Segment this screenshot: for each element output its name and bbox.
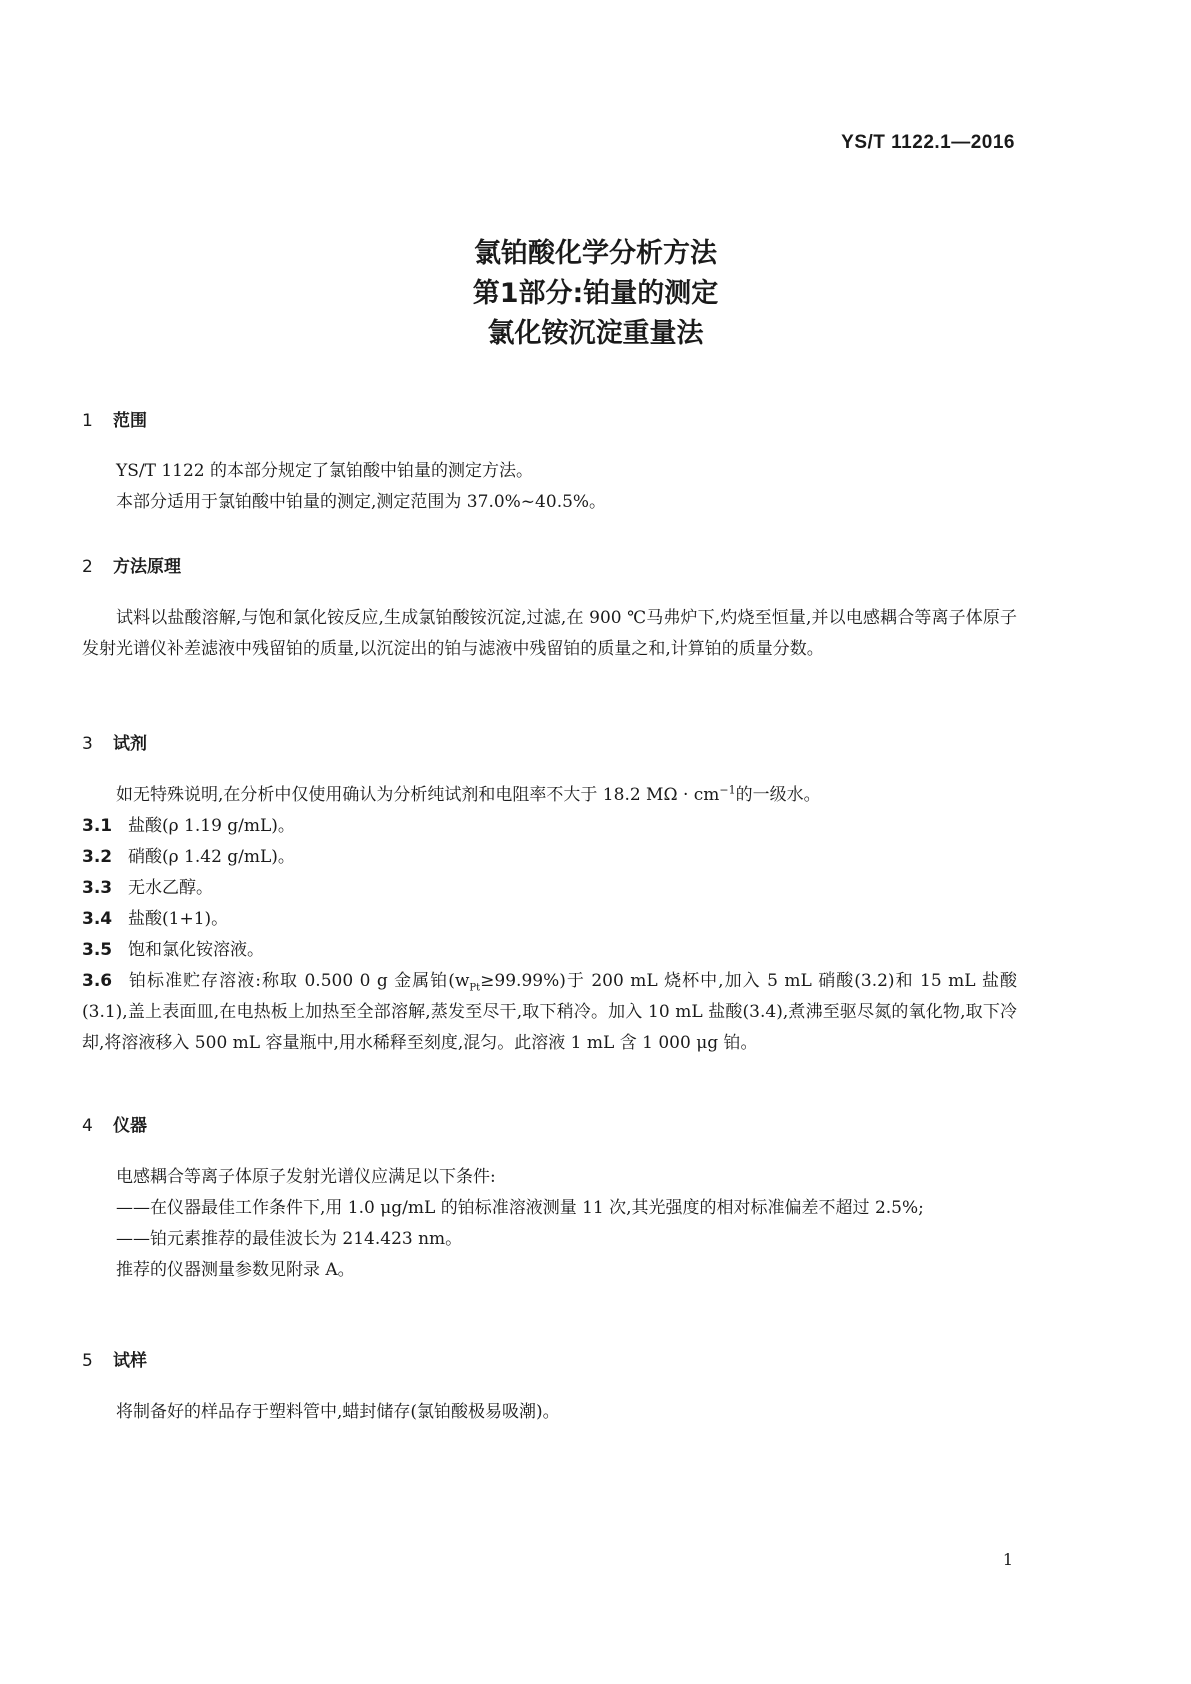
section-5-title: 试样: [113, 1351, 147, 1371]
reagent-item: [82, 904, 1017, 935]
reagent-item: [82, 811, 1017, 842]
section-2-number: 2: [82, 557, 93, 577]
section-2-heading: [82, 552, 181, 577]
reagent-item-number: 3.3: [82, 878, 113, 898]
reagent-item-text-part-2: ≥99.99%)于 200 mL 烧杯中,加入 5 mL 硝酸(3.2)和 15 mL 盐酸(3.1),盖上表面皿,在电热板上加热至全部溶解,蒸发至尽干,取下稍冷。加入 10 mL 盐酸(3.4),煮沸至驱尽氮的氧化物,取下冷却,将溶液移入 500 mL 容量瓶中,用水稀释至刻度,混匀。此溶液 1 mL 含 1 000 μg 铂。: [82, 971, 1017, 1053]
title-line-1: 氯铂酸化学分析方法: [474, 238, 717, 269]
section-1-paragraph-2: 本部分适用于氯铂酸中铂量的测定,测定范围为 37.0%~40.5%。: [116, 492, 607, 512]
reagent-item-number: 3.6: [82, 971, 113, 991]
section-1-heading: [82, 406, 147, 431]
title-line-2: 第1部分:铂量的测定: [472, 278, 719, 309]
section-4-body: [82, 1162, 1017, 1286]
reagent-item-text: 盐酸(1+1)。: [128, 909, 229, 929]
section-2-body: [82, 603, 1017, 665]
section-5-heading: [82, 1346, 147, 1371]
page-number: 1: [1002, 1550, 1013, 1569]
reagent-item-text: 饱和氯化铵溶液。: [128, 940, 264, 960]
section-5-paragraph-1: 将制备好的样品存于塑料管中,蜡封储存(氯铂酸极易吸潮)。: [116, 1402, 560, 1422]
reagent-item-number: 3.5: [82, 940, 113, 960]
reagent-item-text: 硝酸(ρ 1.42 g/mL)。: [128, 847, 295, 867]
section-4-outro: 推荐的仪器测量参数见附录 A。: [116, 1260, 355, 1280]
reagent-item-subscript: Pt: [469, 982, 481, 994]
section-1-title: 范围: [113, 411, 147, 431]
reagent-item-standard-solution: [82, 966, 1017, 1059]
section-2-title: 方法原理: [113, 557, 181, 577]
section-3-intro-text: 如无特殊说明,在分析中仅使用确认为分析纯试剂和电阻率不大于 18.2 MΩ · cm: [116, 785, 720, 805]
section-3-number: 3: [82, 734, 93, 754]
section-4-title: 仪器: [113, 1116, 147, 1136]
document-title: [0, 234, 1191, 354]
section-1-paragraph-1: YS/T 1122 的本部分规定了氯铂酸中铂量的测定方法。: [116, 461, 534, 481]
section-1-number: 1: [82, 411, 93, 431]
section-4-condition-2: ——铂元素推荐的最佳波长为 214.423 nm。: [116, 1229, 463, 1249]
title-line-3: 氯化铵沉淀重量法: [487, 318, 704, 349]
section-4-condition-1: ——在仪器最佳工作条件下,用 1.0 μg/mL 的铂标准溶液测量 11 次,其光强度的相对标准偏差不超过 2.5%;: [116, 1198, 924, 1218]
reagent-item-text-part-1: 铂标准贮存溶液:称取 0.500 0 g 金属铂(w: [128, 971, 470, 991]
reagent-item-number: 3.1: [82, 816, 113, 836]
section-3-intro-end: 的一级水。: [735, 785, 821, 805]
reagent-item-number: 3.2: [82, 847, 113, 867]
section-3-intro: [82, 780, 1017, 811]
section-5-body: [82, 1397, 1017, 1428]
section-4-intro: 电感耦合等离子体原子发射光谱仪应满足以下条件:: [116, 1167, 496, 1187]
reagent-item: [82, 873, 1017, 904]
reagent-item: [82, 842, 1017, 873]
section-3-body: [82, 780, 1017, 1059]
standard-code: YS/T 1122.1—2016: [841, 132, 1015, 153]
reagent-item-text: 无水乙醇。: [128, 878, 213, 898]
section-3-title: 试剂: [113, 734, 147, 754]
section-3-heading: [82, 729, 147, 754]
section-4-number: 4: [82, 1116, 93, 1136]
section-3-intro-superscript: −1: [719, 783, 736, 797]
section-2-paragraph-1: 试料以盐酸溶解,与饱和氯化铵反应,生成氯铂酸铵沉淀,过滤,在 900 ℃马弗炉下,灼烧至恒量,并以电感耦合等离子体原子发射光谱仪补差滤液中残留铂的质量,以沉淀出的铂与滤液中残留铂的质量之和,计算铂的质量分数。: [82, 608, 1017, 659]
reagent-item-number: 3.4: [82, 909, 113, 929]
reagent-item-text: 盐酸(ρ 1.19 g/mL)。: [128, 816, 295, 836]
section-1-body: [82, 456, 1017, 518]
reagent-item: [82, 935, 1017, 966]
section-5-number: 5: [82, 1351, 93, 1371]
section-4-heading: [82, 1111, 147, 1136]
